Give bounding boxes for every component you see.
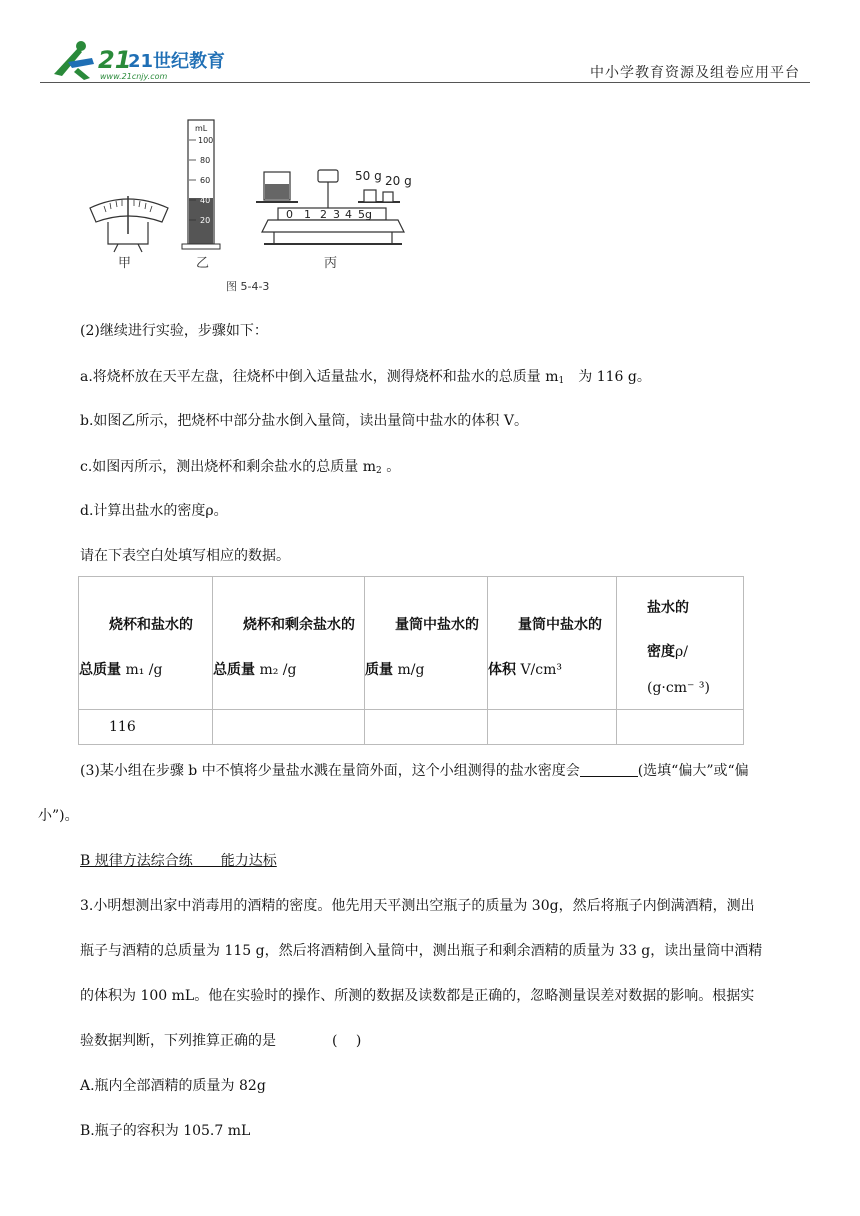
header-cell: 烧杯和盐水的 总质量 m₁ /g <box>79 577 213 710</box>
svg-text:1: 1 <box>304 208 311 221</box>
header-cell: 量筒中盐水的 体积 V/cm³ <box>488 577 617 710</box>
question-3-line3: 的体积为 100 mL。他在实验时的操作、所测的数据及读数都是正确的，忽略测量误差对数据的影响。根据实 <box>80 988 755 1004</box>
svg-text:40: 40 <box>200 196 211 205</box>
label-jia: 甲 <box>118 256 132 271</box>
svg-text:21世纪教育: 21世纪教育 <box>128 51 226 72</box>
table-header-row <box>79 577 744 710</box>
data-table <box>78 576 744 745</box>
header-cell: 盐水的 密度ρ/ (g·cm⁻ ³) <box>617 577 744 710</box>
svg-text:60: 60 <box>200 176 211 185</box>
answer-blank[interactable] <box>580 762 638 777</box>
question-3-line4: 验数据判断，下列推算正确的是 ( ) <box>80 1033 362 1049</box>
figure-caption: 图 5-4-3 <box>226 280 270 293</box>
step-c: c.如图丙所示，测出烧杯和剩余盐水的总质量 $m_2$ 。 <box>80 459 401 476</box>
balance-dial <box>90 196 168 252</box>
svg-text:3: 3 <box>333 208 340 221</box>
question-3-part3: (3)某小组在步骤 b 中不慎将少量盐水溅在量筒外面，这个小组测得的盐水密度会 (选填“偏大”或“偏 <box>80 763 749 779</box>
svg-text:100: 100 <box>198 136 214 145</box>
table-cell[interactable] <box>365 710 488 745</box>
step-d: d.计算出盐水的密度ρ。 <box>80 503 228 519</box>
header-cell: 烧杯和剩余盐水的 总质量 m₂ /g <box>213 577 365 710</box>
page-header <box>40 32 810 84</box>
svg-text:50 g: 50 g <box>355 169 382 183</box>
option-a[interactable]: A.瓶内全部酒精的质量为 82g <box>80 1078 266 1094</box>
section-b-title: B 规律方法综合练 能力达标 <box>80 853 277 869</box>
svg-text:2: 2 <box>320 208 327 221</box>
header-cell: 量筒中盐水的 质量 m/g <box>365 577 488 710</box>
site-logo <box>48 38 258 82</box>
option-b[interactable]: B.瓶子的容积为 105.7 mL <box>80 1123 251 1139</box>
svg-text:0: 0 <box>286 208 293 221</box>
table-cell: 116 <box>79 710 213 745</box>
table-cell[interactable] <box>213 710 365 745</box>
svg-text:20 g: 20 g <box>385 174 412 188</box>
question-3-line2: 瓶子与酒精的总质量为 115 g，然后将酒精倒入量筒中，测出瓶子和剩余酒精的质量为 33 g，读出量筒中酒精 <box>80 943 763 959</box>
platform-name: 中小学教育资源及组卷应用平台 <box>590 65 800 81</box>
table-cell[interactable] <box>488 710 617 745</box>
table-row <box>79 710 744 745</box>
question-3-part3-cont: 小”)。 <box>38 808 79 824</box>
svg-text:20: 20 <box>200 216 211 225</box>
label-bing: 丙 <box>324 256 338 271</box>
part2-intro: (2)继续进行实验，步骤如下： <box>80 323 268 339</box>
graduated-cylinder <box>182 120 220 249</box>
table-cell[interactable] <box>617 710 744 745</box>
question-3-line1: 3.小明想测出家中消毒用的酒精的密度。他先用天平测出空瓶子的质量为 30g，然后将瓶子内倒满酒精，测出 <box>80 898 755 914</box>
svg-text:mL: mL <box>195 124 208 133</box>
svg-text:5g: 5g <box>358 208 372 221</box>
lever-balance <box>256 170 404 244</box>
svg-text:21: 21 <box>98 46 132 74</box>
experiment-figure <box>78 112 418 297</box>
header-divider <box>40 82 810 83</box>
step-a: a.将烧杯放在天平左盘，往烧杯中倒入适量盐水，测得烧杯和盐水的总质量 $m_1$ 为 116 g。 <box>80 369 651 386</box>
label-yi: 乙 <box>196 256 210 271</box>
svg-text:www.21cnjy.com: www.21cnjy.com <box>100 72 168 81</box>
svg-text:80: 80 <box>200 156 211 165</box>
table-intro: 请在下表空白处填写相应的数据。 <box>80 548 290 564</box>
step-b: b.如图乙所示，把烧杯中部分盐水倒入量筒，读出量筒中盐水的体积 V。 <box>80 413 528 429</box>
svg-text:4: 4 <box>345 208 352 221</box>
